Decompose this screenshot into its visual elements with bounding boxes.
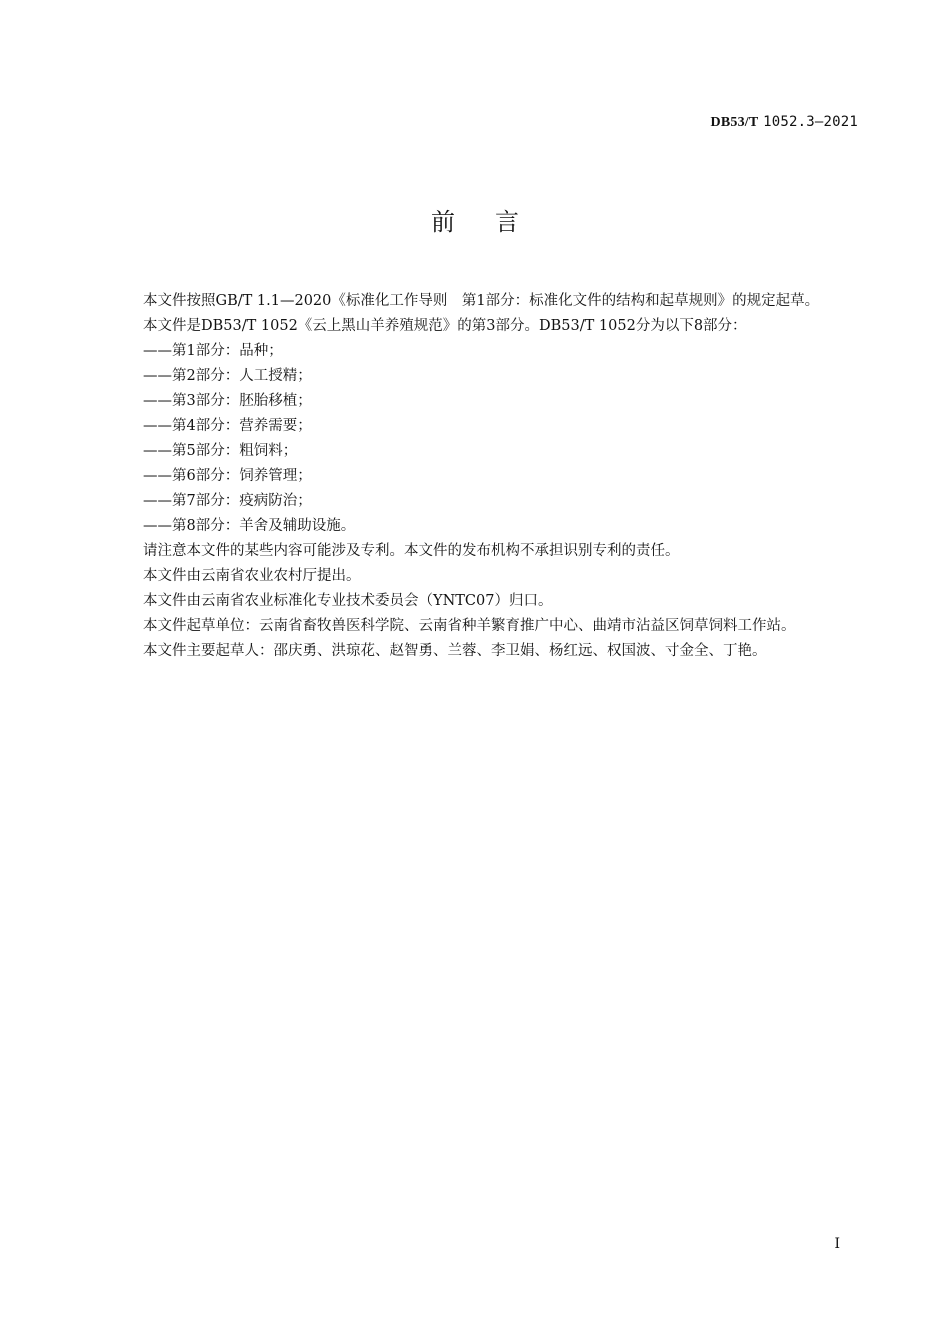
page-number: I bbox=[834, 1236, 840, 1252]
list-item: ——第8部分：羊舍及辅助设施。 bbox=[143, 518, 356, 534]
paragraph-committee: 本文件由云南省农业标准化专业技术委员会（YNTC07）归口。 bbox=[143, 593, 553, 609]
list-item: ——第4部分：营养需要； bbox=[143, 418, 312, 434]
standard-prefix: DB53/T bbox=[710, 115, 759, 130]
paragraph-drafting-basis: 本文件按照GB/T 1.1—2020《标准化工作导则 第1部分：标准化文件的结构和起草规则》的规定起草。 bbox=[143, 293, 820, 309]
list-item: ——第2部分：人工授精； bbox=[143, 368, 312, 384]
document-header bbox=[711, 114, 858, 131]
page-title: 前言 bbox=[431, 208, 559, 236]
list-item: ——第7部分：疫病防治； bbox=[143, 493, 312, 509]
paragraph-patent-notice: 请注意本文件的某些内容可能涉及专利。本文件的发布机构不承担识别专利的责任。 bbox=[143, 543, 680, 559]
paragraph-proposer: 本文件由云南省农业农村厅提出。 bbox=[143, 568, 361, 584]
paragraph-series-intro: 本文件是DB53/T 1052《云上黑山羊养殖规范》的第3部分。DB53/T 1052分为以下8部分： bbox=[143, 318, 747, 334]
paragraph-drafting-units: 本文件起草单位：云南省畜牧兽医科学院、云南省种羊繁育推广中心、曲靖市沾益区饲草饲料工作站。 bbox=[143, 618, 796, 634]
foreword-body bbox=[114, 289, 860, 664]
list-item: ——第6部分：饲养管理； bbox=[143, 468, 312, 484]
list-item: ——第5部分：粗饲料； bbox=[143, 443, 298, 459]
parts-list bbox=[114, 339, 860, 539]
paragraph-drafters: 本文件主要起草人：邵庆勇、洪琼花、赵智勇、兰蓉、李卫娟、杨红远、权国波、寸金全、丁艳。 bbox=[143, 643, 767, 659]
list-item: ——第1部分：品种； bbox=[143, 343, 283, 359]
standard-number: 1052.3—2021 bbox=[763, 114, 858, 130]
list-item: ——第3部分：胚胎移植； bbox=[143, 393, 312, 409]
